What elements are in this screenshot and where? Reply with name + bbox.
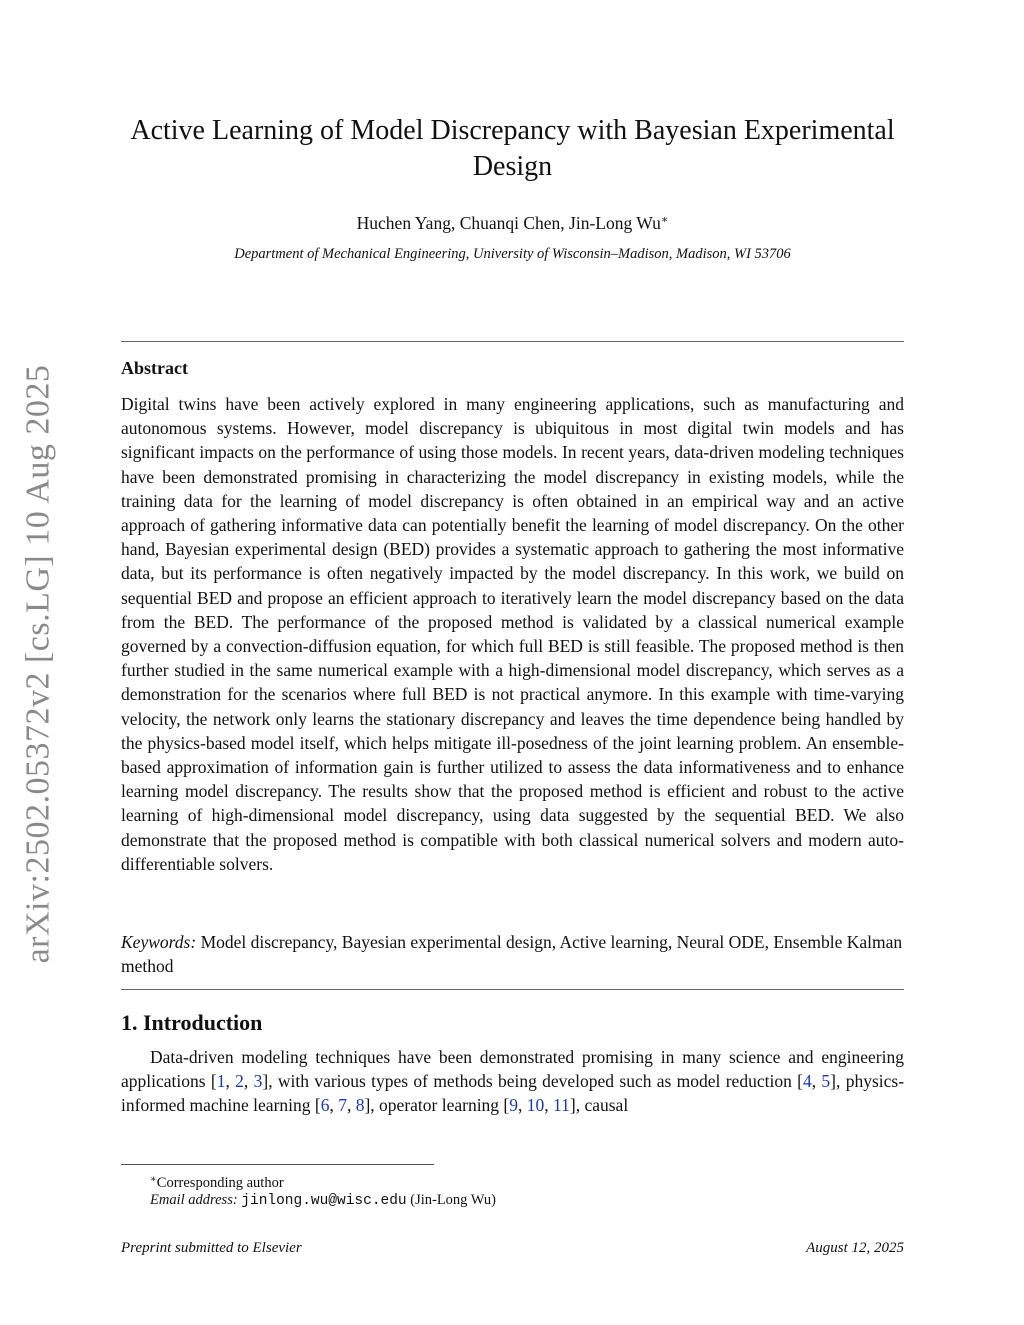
citation-link[interactable]: 9	[509, 1095, 519, 1116]
keywords	[121, 930, 904, 978]
abstract-top-rule	[121, 341, 904, 342]
authors-text: Huchen Yang, Chuanqi Chen, Jin-Long Wu	[356, 213, 661, 233]
abstract-heading: Abstract	[121, 358, 188, 378]
footnote-rule	[121, 1164, 434, 1165]
email-owner: (Jin-Long Wu)	[410, 1192, 496, 1208]
keywords-label: Keywords:	[121, 932, 197, 952]
citation-link[interactable]: 3	[253, 1071, 263, 1092]
section-heading-introduction: 1. Introduction	[121, 1010, 263, 1035]
citation-link[interactable]: 6	[320, 1095, 330, 1116]
arxiv-side-label	[12, 364, 64, 964]
abstract-text: Digital twins have been actively explored in many engineering applications, such as manufacturing and autonomous systems. However, model discrepancy is ubiquitous in most digital twin models and has significant impacts on the performance of using those models. In recent years, data-driven modeling techniques have been demonstrated promising in characterizing the model discrepancy in existing models, while the training data for the learning of model discrepancy is often obtained in an empirical way and an active approach of gathering informative data can potentially benefit the learning of model discrepancy. On the other hand, Bayesian experimental design (BED) provides a systematic approach to gathering the most informative data, but its performance is often negatively impacted by the model discrepancy. In this work, we build on sequential BED and propose an efficient approach to iteratively learn the model discrepancy based on the data from the BED. The performance of the proposed method is validated by a classical numerical example governed by a convection-diffusion equation, for which full BED is still feasible. The proposed method is then further studied in the same numerical example with a high-dimensional model discrepancy, which serves as a demonstration for the scenarios where full BED is not practical anymore. In this example with time-varying velocity, the network only learns the stationary discrepancy and leaves the time dependence being handled by the physics-based model itself, which helps mitigate ill-posedness of the joint learning problem. An ensemble-based approximation of information gain is further utilized to assess the data informativeness and to enhance learning model discrepancy. The results show that the proposed method is efficient and robust to the active learning of high-dimensional model discrepancy, using data suggested by the sequential BED. We also demonstrate that the proposed method is compatible with both classical numerical solvers and modern auto-differentiable solvers.	[121, 394, 904, 874]
intro-text: ], physics-informed machine learning [	[121, 1071, 905, 1116]
introduction-paragraph	[121, 1045, 904, 1118]
email-link[interactable]: jinlong.wu@wisc.edu	[241, 1193, 407, 1209]
citation-sep: ,	[346, 1095, 356, 1116]
keywords-text: Model discrepancy, Bayesian experimental design, Active learning, Neural ODE, Ensemble Kalman method	[121, 932, 903, 976]
citation-link[interactable]: 7	[338, 1095, 347, 1116]
citation-link[interactable]: 4	[802, 1071, 812, 1092]
citation-sep: ,	[243, 1071, 254, 1092]
footnote-mark: ∗	[150, 1174, 157, 1185]
paper-title: Active Learning of Model Discrepancy with Bayesian Experimental Design	[130, 115, 895, 182]
footer-date: August 12, 2025	[806, 1240, 904, 1256]
citation-link[interactable]: 1	[216, 1071, 226, 1092]
corresponding-mark: ∗	[660, 214, 669, 226]
footnote-email	[150, 1190, 850, 1211]
intro-text: ], operator learning [	[364, 1095, 510, 1116]
email-label: Email address:	[150, 1192, 238, 1208]
footnote-text: Corresponding author	[156, 1175, 284, 1191]
citation-link[interactable]: 5	[821, 1071, 831, 1092]
citation-sep: ,	[811, 1071, 822, 1092]
footer-preprint: Preprint submitted to Elsevier	[121, 1240, 302, 1256]
citation-link[interactable]: 10	[526, 1095, 545, 1116]
abstract-bottom-rule	[121, 989, 904, 990]
citation-link[interactable]: 8	[355, 1095, 365, 1116]
citation-link[interactable]: 2	[235, 1071, 244, 1092]
author-list	[121, 213, 904, 234]
affiliation: Department of Mechanical Engineering, University of Wisconsin–Madison, Madison, WI 53706	[234, 246, 791, 262]
intro-text: ], causal	[569, 1095, 629, 1116]
citation-link[interactable]: 11	[553, 1095, 570, 1116]
citation-sep: ,	[225, 1071, 236, 1092]
citation-sep: ,	[518, 1095, 527, 1116]
intro-text: ], with various types of methods being developed such as model reduction [	[262, 1071, 803, 1092]
intro-text: Data-driven modeling techniques have been demonstrated promising in many science and engineering applications [	[121, 1047, 904, 1092]
citation-sep: ,	[329, 1095, 339, 1116]
arxiv-id-text: arXiv:2502.05372v2 [cs.LG] 10 Aug 2025	[19, 364, 57, 964]
citation-sep: ,	[544, 1095, 554, 1116]
